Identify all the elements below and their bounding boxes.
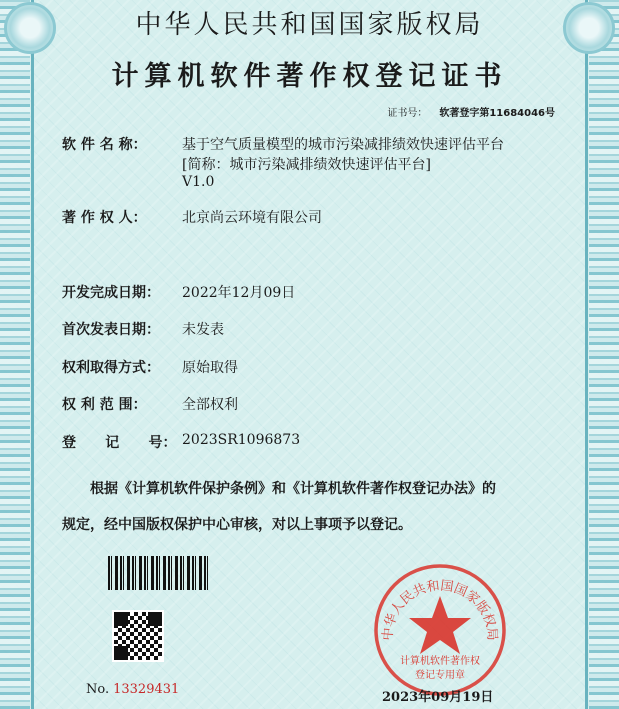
software-name-label: 软 件 名 称：: [62, 137, 147, 153]
software-name-line2: [简称：城市污染减排绩效快速评估平台]: [182, 157, 431, 173]
issue-date: 2023年09月19日: [382, 690, 494, 705]
registration-number-value: 2023SR1096873: [182, 432, 301, 448]
issuer-title: 中华人民共和国国家版权局: [135, 10, 484, 40]
barcode: [108, 556, 208, 590]
software-name-version: V1.0: [182, 174, 215, 190]
completion-date-value: 2022年12月09日: [182, 285, 296, 301]
seal-star-icon: [409, 596, 471, 654]
first-publish-label: 首次发表日期：: [62, 322, 160, 338]
left-border-line: [31, 0, 34, 709]
serial-number-label: No.: [86, 682, 110, 697]
first-publish-value: 未发表: [182, 322, 224, 338]
completion-date-label: 开发完成日期：: [62, 285, 160, 301]
left-border-pattern: [0, 0, 30, 709]
certificate-number-label: 证书号：: [387, 108, 428, 119]
scope-label: 权 利 范 围：: [62, 397, 147, 413]
right-border-line: [585, 0, 588, 709]
official-seal: [370, 560, 510, 700]
scope-value: 全部权利: [182, 397, 238, 413]
certificate-number-value: 软著登字第11684046号: [439, 108, 555, 119]
serial-number: [86, 682, 179, 697]
serial-number-value: 13329431: [113, 682, 180, 697]
statement-line1: 根据《计算机软件保护条例》和《计算机软件著作权登记办法》的: [90, 481, 496, 497]
certificate-number: [387, 104, 555, 119]
owner-value: 北京尚云环境有限公司: [182, 210, 322, 226]
owner-label: 著 作 权 人：: [62, 210, 147, 226]
seal-line1: 计算机软件著作权: [400, 656, 480, 667]
software-name-line1: 基于空气质量模型的城市污染减排绩效快速评估平台: [182, 137, 504, 153]
statement-line2: 规定，经中国版权保护中心审核，对以上事项予以登记。: [62, 517, 412, 533]
seal-line2: 登记专用章: [415, 670, 465, 681]
acquisition-label: 权利取得方式：: [62, 360, 160, 376]
acquisition-value: 原始取得: [182, 360, 238, 376]
software-name-value: [182, 134, 504, 194]
right-border-pattern: [589, 0, 619, 709]
seal-ring-text: 中华人民共和国国家版权局: [380, 578, 500, 642]
certificate-title: 计算机软件著作权登记证书: [111, 61, 508, 92]
qr-code: [112, 610, 164, 662]
registration-number-label: 登 记 号：: [62, 435, 177, 451]
